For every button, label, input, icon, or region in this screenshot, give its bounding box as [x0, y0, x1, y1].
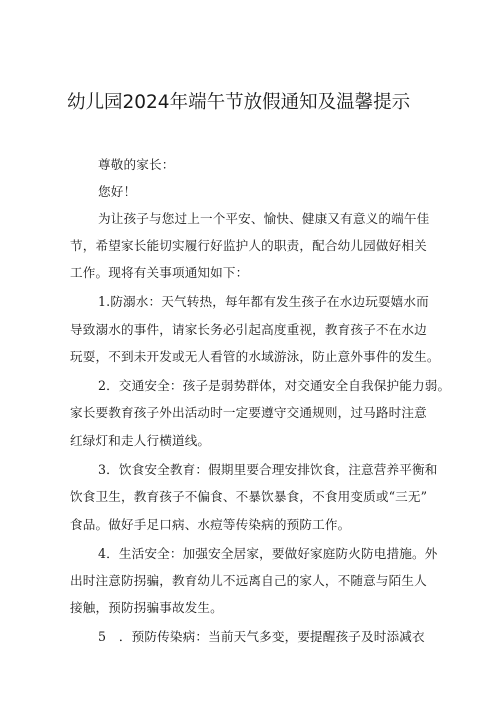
- item1-line-1: 1.防溺水：天气转热，每年都有发生孩子在水边玩耍嬉水而: [98, 294, 429, 309]
- item3-line-1: 3．饮食安全教育：假期里要合理安排饮食，注意营养平衡和: [98, 462, 438, 477]
- intro-line-1: 为让孩子与您过上一个平安、愉快、健康又有意义的端午佳: [98, 211, 430, 226]
- item1-line-2: 导致溺水的事件，请家长务必引起高度重视，教育孩子不在水边: [70, 322, 427, 337]
- document-title: 幼儿园2024年端午节放假通知及温馨提示: [67, 92, 411, 113]
- intro-line-3: 工作。现将有关事项通知如下：: [70, 265, 249, 280]
- item1-line-3: 玩耍，不到未开发或无人看管的水域游泳，防止意外事件的发生。: [70, 349, 440, 364]
- intro-line-2: 节，希望家长能切实履行好监护人的职责，配合幼儿园做好相关: [70, 238, 427, 253]
- hello-line: 您好！: [98, 184, 137, 199]
- item2-line-2: 家长要教育孩子外出活动时一定要遵守交通规则，过马路时注意: [70, 405, 427, 420]
- greeting-line: 尊敬的家长：: [98, 157, 175, 172]
- item2-line-1: 2．交通安全：孩子是弱势群体，对交通安全自我保护能力弱。: [98, 378, 451, 393]
- item5-line-1: 5 ．预防传染病：当前天气多变，要提醒孩子及时添减衣: [98, 629, 425, 644]
- item3-line-2: 饮食卫生，教育孩子不偏食、不暴饮暴食，不食用变质或“三无”: [70, 489, 428, 504]
- item3-line-3: 食品。做好手足口病、水痘等传染病的预防工作。: [70, 517, 351, 532]
- item4-line-2: 出时注意防拐骗，教育幼儿不远离自己的家人，不随意与陌生人: [70, 573, 427, 588]
- item4-line-1: 4．生活安全：加强安全居家，要做好家庭防火防电措施。外: [98, 546, 438, 561]
- item2-line-3: 红绿灯和走人行横道线。: [70, 433, 211, 448]
- item4-line-3: 接触，预防拐骗事故发生。: [70, 600, 223, 615]
